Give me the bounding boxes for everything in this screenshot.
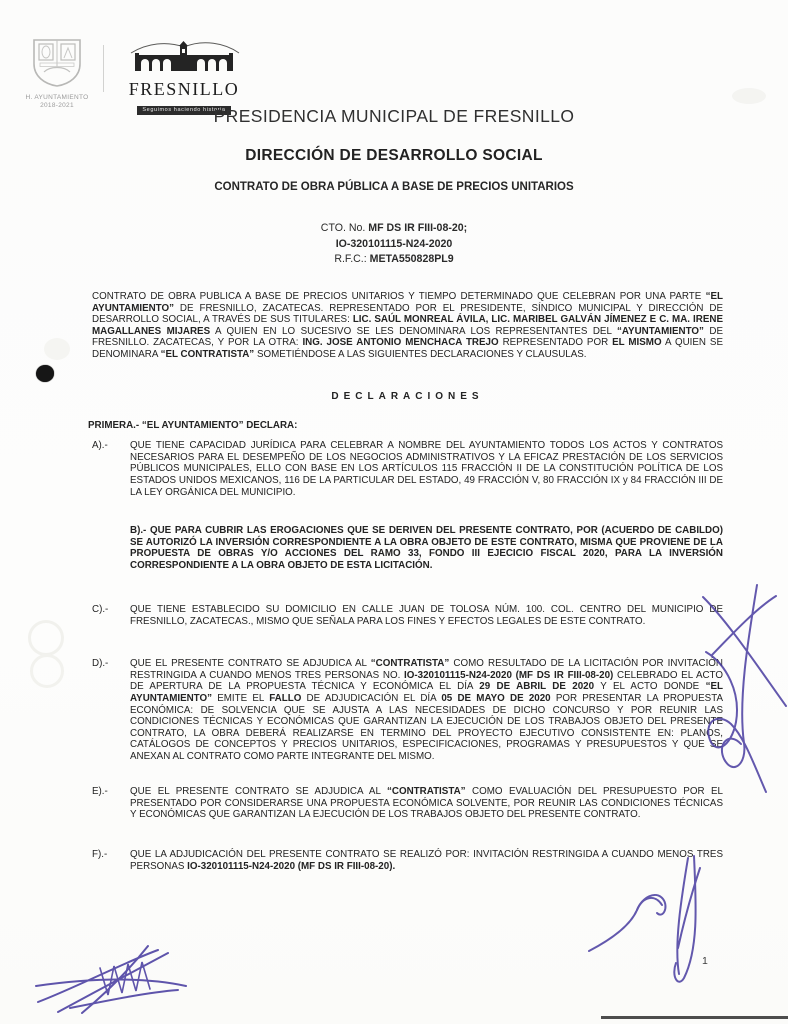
item-text: QUE EL PRESENTE CONTRATO SE ADJUDICA AL “CONTRATISTA” COMO RESULTADO DE LA LICITACIÓN POR INVITACIÓN RESTRINGIDA A CUANDO MENOS TRES PERSONAS NO. IO-320101115-N24-2020 (MF DS IR FIII-08-20) CELEBRADO EL ACTO DE APERTURA DE LA PROPUESTA TÉCNICA Y ECONÓMICA EL DÍA 29 DE ABRIL DE 2020 Y EL ACTO DONDE “EL AYUNTAMIENTO” EMITE EL FALLO DE ADJUDICACIÓN EL DÍA 05 DE MAYO DE 2020 POR PRESENTAR LA PROPUESTA ECONÓMICA: DE SOLVENCIA QUE SE AJUSTA A LAS NECESIDADES DE DICHO CONCURSO Y POR REUNIR LAS CONDICIONES TÉCNICAS Y ECONÓMICAS QUE GARANTIZAN LA EJECUCIÓN DE LOS TRABAJOS OBJETO DEL PRESENTE CONTRATO, LA OBRA DEBERÁ REALIZARSE EN TERMINO DEL PROYECTO EJECUTIVO CONSISTENTE EN: PLANOS, CATÁLOGOS DE CONCEPTOS Y PRECIOS UNITARIOS, ESPECIFICACIONES, PROGRAMAS Y PRESUPUESTOS Y QUE SE ANEXAN AL CONTRATO COMO PARTE INTEGRANTE DEL MISMO.	[130, 658, 723, 762]
department-title: DIRECCIÓN DE DESARROLLO SOCIAL	[245, 147, 543, 164]
declaration-item-f	[92, 849, 723, 872]
punch-hole-mark	[28, 620, 64, 656]
crest-caption-line1: H. AYUNTAMIENTO	[25, 94, 89, 101]
scan-smudge	[44, 338, 70, 360]
item-text: QUE TIENE ESTABLECIDO SU DOMICILIO EN CALLE JUAN DE TOLOSA NÚM. 100. COL. CENTRO DEL MUNICIPIO DE FRESNILLO, ZACATECAS., MISMO QUE SEÑALA PARA LOS FINES Y EFECTOS LEGALES DE ESTE CONTRATO.	[130, 604, 723, 627]
item-text: QUE EL PRESENTE CONTRATO SE ADJUDICA AL “CONTRATISTA” COMO EVALUACIÓN DEL PRESUPUESTO POR EL PRESENTADO POR CONSIDERARSE UNA PROPUESTA ECONÓMICA SOLVENTE, POR REUNIR LAS CONDICIONES TÉCNICAS Y ECONÓMICAS QUE GARANTIZAN LA EJECUCIÓN DE LOS TRABAJOS OBJETO DEL PRESENTE CONTRATO.	[130, 786, 723, 821]
municipal-crest-logo	[24, 38, 90, 109]
declaration-item-a	[92, 440, 723, 498]
item-label: A).-	[92, 440, 108, 452]
item-text: QUE LA ADJUDICACIÓN DEL PRESENTE CONTRATO SE REALIZÓ POR: INVITACIÓN RESTRINGIDA A CUANDO MENOS TRES PERSONAS IO-320101115-N24-2020 (MF DS IR FIII-08-20).	[130, 848, 723, 872]
declaration-item-b: B).- QUE PARA CUBRIR LAS EROGACIONES QUE SE DERIVEN DEL PRESENTE CONTRATO, POR (ACUERDO DE CABILDO) SE AUTORIZÓ LA INVERSIÓN CORRESPONDIENTE A LA OBRA OBJETO DE ESTE CONTRATO, MISMA QUE PROVIENE DE LA PROPUESTA DE OBRAS Y/O ACCIONES DEL RAMO 33, FONDO III EJECICIO FISCAL 2020, PARA LA INVERSIÓN CORRESPONDIENTE A LA OBRA OBJETO DE ESTA LICITACIÓN.	[130, 525, 723, 571]
scan-smudge	[732, 88, 766, 104]
crest-caption-line2: 2018-2021	[40, 101, 74, 109]
item-label: E).-	[92, 786, 108, 798]
declaration-item-c	[92, 604, 723, 627]
item-label: D).-	[92, 658, 109, 670]
item-label: F).-	[92, 848, 108, 860]
intro-paragraph: CONTRATO DE OBRA PUBLICA A BASE DE PRECIOS UNITARIOS Y TIEMPO DETERMINADO QUE CELEBRAN POR UNA PARTE “EL AYUNTAMIENTO” DE FRESNILLO, ZACATECAS. REPRESENTADO POR EL PRESIDENTE, SÍNDICO MUNICIPAL Y DIRECCIÓN DE DESARROLLO SOCIAL, A TRAVÉS DE SUS TITULARES: LIC. SAÚL MONREAL ÁVILA, LIC. MARIBEL GALVÁN JÍMENEZ E C. MA. IRENE MAGALLANES MIJARES A QUIEN EN LO SUCESIVO SE LES DENOMINARA LOS REPRESENTANTES DEL “AYUNTAMIENTO” DE FRESNILLO. ZACATECAS, Y POR LA OTRA: ING. JOSE ANTONIO MENCHACA TREJO REPRESENTADO POR EL MISMO A QUIEN SE DENOMINARA “EL CONTRATISTA” SOMETIÉNDOSE A LAS SIGUIENTES DECLARACIONES Y CLAUSULAS.	[92, 291, 723, 360]
item-label: C).-	[92, 604, 109, 616]
declarations-heading: DECLARACIONES	[331, 391, 484, 403]
crest-shield-icon	[30, 38, 84, 88]
declaration-item-d	[92, 658, 723, 762]
punch-hole-mark	[30, 654, 64, 688]
document-body	[88, 291, 723, 872]
fresnillo-tagline: Seguimos haciendo historia	[137, 106, 230, 115]
contract-type-title: CONTRATO DE OBRA PÚBLICA A BASE DE PRECIOS UNITARIOS	[214, 181, 574, 193]
declaration-item-e	[92, 786, 723, 821]
header-divider	[103, 45, 104, 92]
contract-number-line: CTO. No. MF DS IR FIII-08-20;	[320, 222, 468, 234]
tender-number-line: IO-320101115-N24-2020	[335, 237, 453, 250]
fresnillo-wordmark: FRESNILLO	[128, 79, 240, 99]
page-title: PRESIDENCIA MUNICIPAL DE FRESNILLO	[213, 106, 575, 126]
rfc-line: R.F.C.: META550828PL9	[334, 253, 454, 265]
page-number: 1	[702, 955, 708, 967]
primera-declaration-title: PRIMERA.- “EL AYUNTAMIENTO” DECLARA:	[88, 419, 298, 431]
ink-blot	[36, 365, 54, 382]
signature-bottom-left	[36, 946, 186, 1013]
fresnillo-skyline-icon	[123, 41, 245, 75]
footer-line	[601, 1016, 788, 1019]
fresnillo-logo	[116, 41, 252, 116]
item-text: QUE TIENE CAPACIDAD JURÍDICA PARA CELEBRAR A NOMBRE DEL AYUNTAMIENTO TODOS LOS ACTOS Y CONTRATOS NECESARIOS PARA EL DESEMPEÑO DE LOS NEGOCIOS ADMINISTRATIVOS Y LA EFICAZ PRESTACIÓN DE LOS SERVICIOS PÚBLICOS MUNICIPALES, ELLO CON BASE EN LOS ARTÍCULOS 115 FRACCIÓN II DE LA CONSTITUCIÓN POLÍTICA DE LOS ESTADOS UNIDOS MEXICANOS, 116 DE LA PARTICULAR DEL ESTADO, 49 FRACCIÓN V, 80 FRACCIÓN IX y 84 FRACCIÓN III DE LA LEY ORGÁNICA DEL MUNICIPIO.	[130, 440, 723, 498]
contract-reference-block	[0, 221, 788, 268]
signature-bottom-right	[589, 856, 700, 982]
